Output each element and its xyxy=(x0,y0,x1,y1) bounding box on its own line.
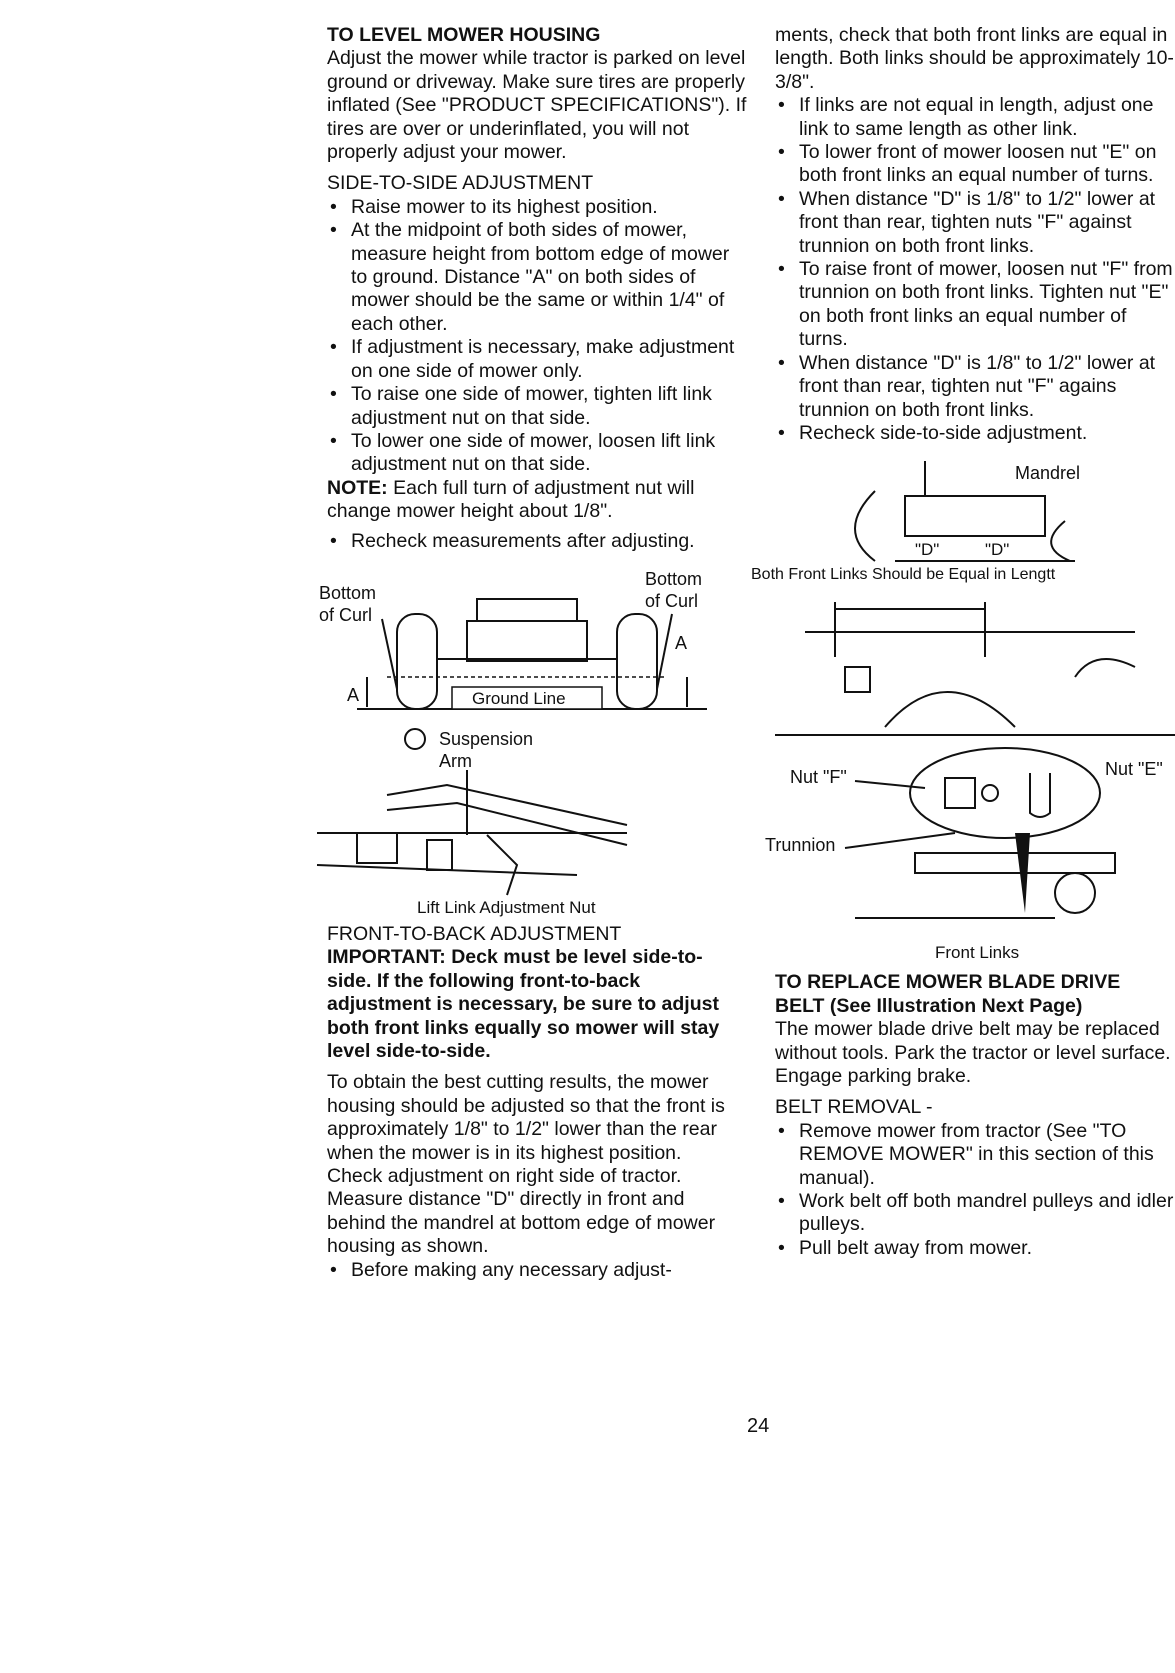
nut-e-label: Nut "E" xyxy=(1105,759,1163,780)
trunnion-drawing xyxy=(845,748,1115,918)
front-link-figure xyxy=(775,587,1175,737)
level-intro: Adjust the mower while tractor is parked on level ground or driveway. Make sure tires are properly inflated (See "PRODUCT SPECIFICATIONS"). If tires are over or underinflated, you will not properly adjust your mower. xyxy=(327,47,747,164)
side-bullets xyxy=(327,196,747,477)
note-text: Each full turn of adjustment nut will change mower height about 1/8". xyxy=(327,476,695,523)
front-heading: FRONT-TO-BACK ADJUSTMENT xyxy=(327,922,622,945)
mandrel-figure xyxy=(751,451,1175,584)
suspension-figure xyxy=(327,715,747,915)
nut-f-label: Nut "F" xyxy=(790,767,847,788)
important xyxy=(327,946,747,1063)
front-links-label: Front Links xyxy=(935,943,1020,963)
replace-subheading: BELT (See Illustration Next Page) xyxy=(775,994,1083,1017)
a-left-label: A xyxy=(347,684,360,705)
list-item: • To raise one side of mower, tighten lift link adjustment nut on that side. xyxy=(327,383,747,430)
important-label: IMPORTANT: xyxy=(327,946,446,969)
list-item: • If links are not equal in length, adjust one link to same length as other link. xyxy=(775,94,1175,141)
suspension-label: Suspension xyxy=(439,728,534,749)
suspension-drawing xyxy=(317,770,627,895)
d-front-label: "D" xyxy=(915,540,940,560)
bottom-curl-left-label: Bottom xyxy=(319,582,377,603)
list-item: • Before making any necessary adjust- xyxy=(327,1259,747,1282)
list-item: • Raise mower to its highest position. xyxy=(327,196,747,219)
front-links-bullets xyxy=(775,94,1175,445)
before-list xyxy=(327,1259,747,1282)
note-label: NOTE: xyxy=(327,476,388,499)
replace-heading: TO REPLACE MOWER BLADE DRIVE xyxy=(775,971,1121,994)
list-item: • If adjustment is necessary, make adjustment on one side of mower only. xyxy=(327,336,747,383)
right-column xyxy=(751,24,1175,1260)
left-column xyxy=(319,24,747,1282)
removal-bullets xyxy=(775,1120,1175,1260)
suspension-arm-icon xyxy=(405,729,425,749)
list-item: • When distance "D" is 1/8" to 1/2" lower at front than rear, tighten nut "F" agains trunnion on both front links. xyxy=(775,352,1175,422)
list-item: • Recheck measurements after adjusting. xyxy=(327,530,747,553)
side-to-side-figure xyxy=(319,559,747,709)
a-right-label: A xyxy=(675,632,688,653)
list-item: • When distance "D" is 1/8" to 1/2" lower at front than rear, tighten nuts "F" against trunnion on both front links. xyxy=(775,188,1175,258)
replace-text: The mower blade drive belt may be replaced without tools. Park the tractor or level surface. Engage parking brake. xyxy=(775,1018,1171,1087)
list-item: • To lower one side of mower, loosen lift link adjustment nut on that side. xyxy=(327,430,747,477)
equal-links-caption: Both Front Links Should be Equal in Lengtt xyxy=(751,566,1056,584)
list-item: • Pull belt away from mower. xyxy=(775,1237,1175,1260)
recheck-list xyxy=(327,530,747,553)
arm-label: Arm xyxy=(439,750,472,771)
note xyxy=(327,477,747,524)
curl-left-label: of Curl xyxy=(319,604,373,625)
list-item: • Recheck side-to-side adjustment. xyxy=(775,422,1175,445)
check-text: Check adjustment on right side of tractor. Measure distance "D" directly in front and behind the mandrel at bottom edge of mower housing as shown. xyxy=(327,1165,716,1258)
d-rear-label: "D" xyxy=(985,540,1010,560)
list-item: • Work belt off both mandrel pulleys and idler pulleys. xyxy=(775,1190,1175,1237)
bottom-curl-right-label: Bottom xyxy=(645,568,703,589)
level-heading: TO LEVEL MOWER HOUSING xyxy=(327,24,601,46)
lift-nut-label: Lift Link Adjustment Nut xyxy=(417,897,596,917)
list-item: • Remove mower from tractor (See "TO REMOVE MOWER" in this section of this manual). xyxy=(775,1120,1175,1190)
trunnion-label: Trunnion xyxy=(765,835,836,856)
removal-heading: BELT REMOVAL - xyxy=(775,1096,933,1119)
continued-text: ments, check that both front links are equal in length. Both links should be approximately 10-3/8". xyxy=(775,24,1174,93)
front-link-drawing xyxy=(805,602,1135,727)
mandrel-label: Mandrel xyxy=(1015,463,1081,484)
ground-line-label: Ground Line xyxy=(472,688,566,708)
important-text: Deck must be level side-to-side. If the following front-to-back adjustment is necessary, be sure to adjust both front links equally so mower will stay level side-to-side. xyxy=(327,946,720,1062)
trunnion-figure xyxy=(765,743,1175,963)
curl-right-label: of Curl xyxy=(645,590,699,611)
list-item: • To lower front of mower loosen nut "E" on both front links an equal number of turns. xyxy=(775,141,1175,188)
page-number: 24 xyxy=(747,1415,770,1437)
obtain-text: To obtain the best cutting results, the mower housing should be adjusted so that the front is approximately 1/8" to 1/2" lower than the rear when the mower is in its highest position. xyxy=(327,1071,725,1164)
list-item: • At the midpoint of both sides of mower, measure height from bottom edge of mower to ground. Distance "A" on both sides of mower should be the same or within 1/4" of each other. xyxy=(327,219,747,336)
list-item: • To raise front of mower, loosen nut "F" from trunnion on both front links. Tighten nut "E" on both front links an equal number of turns. xyxy=(775,258,1175,352)
side-heading: SIDE-TO-SIDE ADJUSTMENT xyxy=(327,172,594,195)
